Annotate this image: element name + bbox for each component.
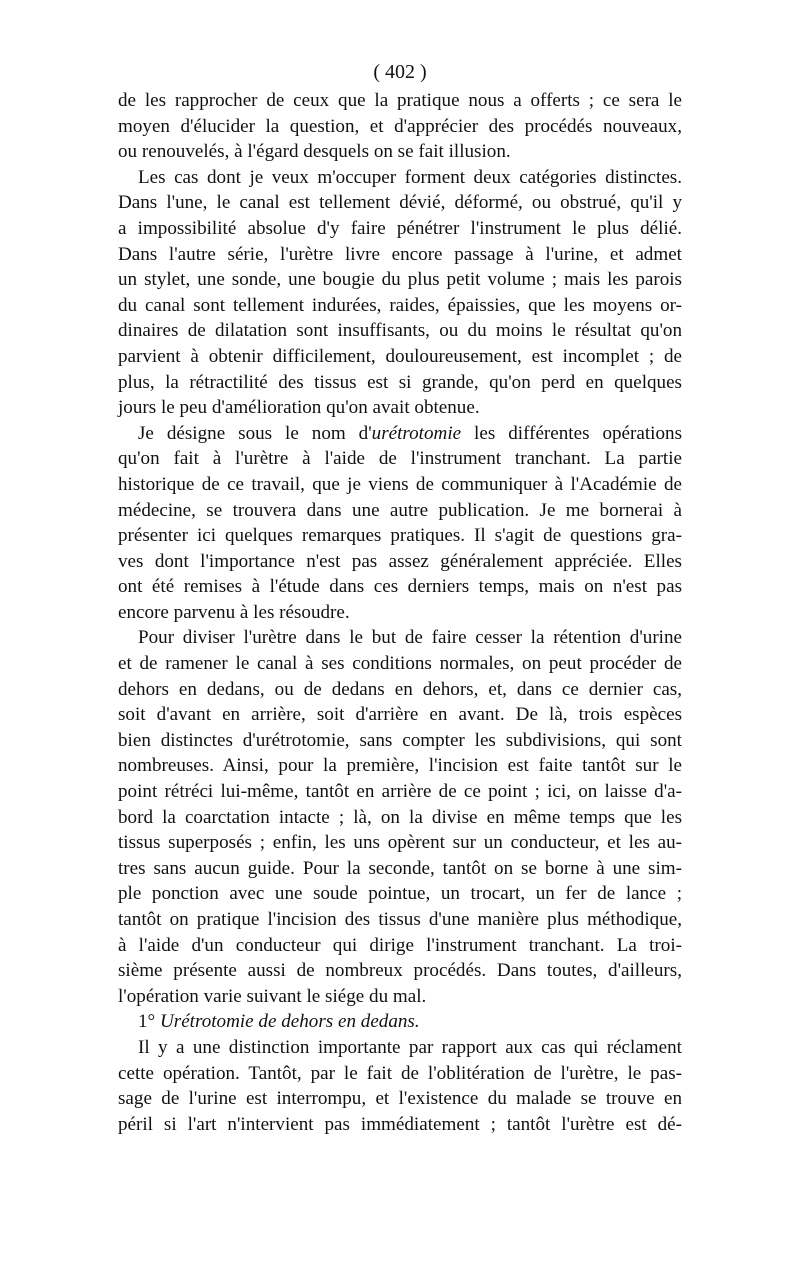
text-line: tantôt on pratique l'incision des tissus d'une manière plus méthodique, — [118, 909, 682, 930]
text-line: point rétréci lui-même, tantôt en arrière de ce point ; ici, on laisse d'a- — [118, 781, 682, 803]
text-line: moyen d'élucider la question, et d'apprécier des procédés nouveaux, — [118, 115, 682, 137]
text-line: a impossibilité absolue d'y faire pénétrer l'instrument le plus délié. — [118, 217, 682, 239]
text-line: jours le peu d'amélioration qu'on avait obtenue. — [118, 397, 480, 419]
paragraph-2 — [118, 165, 682, 421]
text-line: tres sans aucun guide. Pour la seconde, tantôt on se borne à une sim- — [118, 857, 682, 879]
text-line: Il y a une distinction importante par rapport aux cas qui réclament — [138, 1036, 682, 1058]
text-line: parvient à obtenir difficilement, douloureusement, est incomplet ; de — [118, 345, 682, 367]
text-line: péril si l'art n'intervient pas immédiatement ; tantôt l'urètre est dé- — [118, 1113, 682, 1135]
text-line: cette opération. Tantôt, par le fait de l'oblitération de l'urètre, le pas- — [118, 1062, 682, 1084]
text-line: un stylet, une sonde, une bougie du plus petit volume ; mais les parois — [118, 269, 682, 291]
text-line: Les cas dont je veux m'occuper forment deux catégories distinctes. — [138, 166, 682, 188]
term-urethrotomy: urétrotomie — [371, 422, 462, 444]
text-line: plus, la rétractilité des tissus est si grande, qu'on perd en quelques — [118, 371, 682, 393]
text-line — [118, 421, 682, 447]
text-line: ple ponction avec une soude pointue, un trocart, un fer de lance ; — [118, 883, 682, 905]
section-number: 1° — [138, 1011, 156, 1033]
text-line: dehors en dedans, ou de dedans en dehors, et, dans ce dernier cas, — [118, 678, 682, 700]
document-page — [118, 58, 682, 1137]
section-heading — [118, 1009, 682, 1035]
text-run: les différentes opérations — [461, 422, 682, 444]
text-line: dinaires de dilatation sont insuffisants, ou du moins le résultat qu'on — [118, 320, 682, 342]
text-line: médecine, se trouvera dans une autre publication. Je me bornerai à — [118, 499, 682, 521]
paragraph-4 — [118, 625, 682, 1009]
text-line: bien distinctes d'urétrotomie, sans compter les subdivisions, qui sont — [118, 729, 682, 751]
page-number: ( 402 ) — [373, 61, 427, 83]
text-line: tissus superposés ; enfin, les uns opèrent sur un conducteur, et les au- — [118, 832, 682, 854]
text-line: ves dont l'importance n'est pas assez généralement appréciée. Elles — [118, 550, 682, 572]
text-line: à l'aide d'un conducteur qui dirige l'instrument tranchant. La troi- — [118, 934, 682, 956]
text-line: qu'on fait à l'urètre à l'aide de l'instrument tranchant. La partie — [118, 448, 682, 470]
text-line: du canal sont tellement indurées, raides, épaissies, que les moyens or- — [118, 294, 682, 316]
text-line: ont été remises à l'étude dans ces derniers temps, mais on n'est pas — [118, 576, 682, 598]
paragraph-3 — [118, 421, 682, 626]
text-line: l'opération varie suivant le siége du mal. — [118, 985, 427, 1007]
text-line: ou renouvelés, à l'égard desquels on se fait illusion. — [118, 141, 511, 163]
text-line: historique de ce travail, que je viens de communiquer à l'Académie de — [118, 473, 682, 495]
text-line: présenter ici quelques remarques pratiques. Il s'agit de questions gra- — [118, 525, 682, 547]
paragraph-5 — [118, 1035, 682, 1137]
text-line: soit d'avant en arrière, soit d'arrière en avant. De là, trois espèces — [118, 704, 682, 726]
text-line: sage de l'urine est interrompu, et l'existence du malade se trouve en — [118, 1088, 682, 1110]
text-line: Dans l'autre série, l'urètre livre encore passage à l'urine, et admet — [118, 243, 682, 265]
text-line: et de ramener le canal à ses conditions normales, on peut procéder de — [118, 653, 682, 675]
paragraph-1 — [118, 88, 682, 165]
text-line: encore parvenu à les résoudre. — [118, 601, 350, 623]
text-line: Pour diviser l'urètre dans le but de faire cesser la rétention d'urine — [138, 627, 682, 649]
text-line: Dans l'une, le canal est tellement dévié, déformé, ou obstrué, qu'il y — [118, 192, 682, 214]
text-line: nombreuses. Ainsi, pour la première, l'incision est faite tantôt sur le — [118, 755, 682, 777]
text-line: bord la coarctation intacte ; là, on la divise en même temps que les — [118, 806, 682, 828]
section-title: Urétrotomie de dehors en dedans. — [159, 1011, 420, 1033]
text-run: Je désigne sous le nom d' — [138, 422, 372, 444]
text-line: de les rapprocher de ceux que la pratique nous a offerts ; ce sera le — [118, 90, 682, 111]
text-line: sième présente aussi de nombreux procédés. Dans toutes, d'ailleurs, — [118, 960, 682, 982]
